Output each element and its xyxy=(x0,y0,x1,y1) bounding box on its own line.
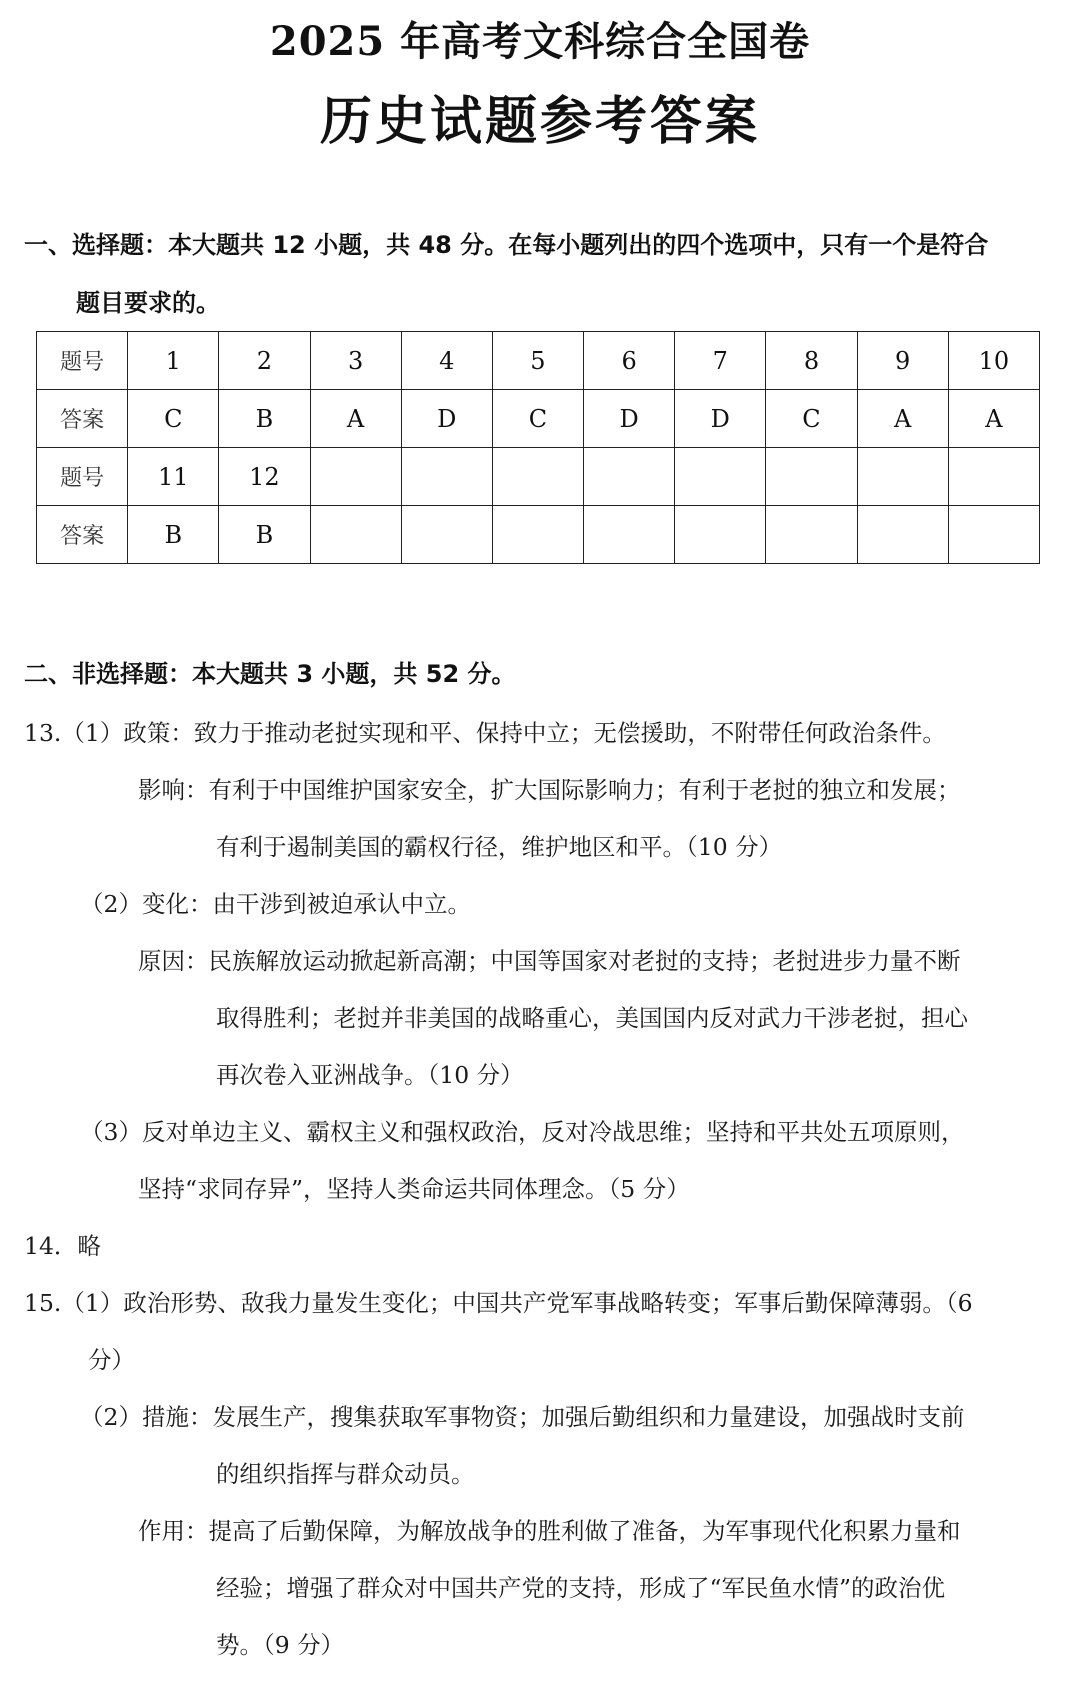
table-row xyxy=(37,332,1040,390)
table-cell xyxy=(584,448,675,506)
table-cell xyxy=(766,448,857,506)
q13-part2-line1: （2）变化：由干涉到被迫承认中立。 xyxy=(80,890,471,918)
table-row xyxy=(37,506,1040,564)
table-cell: 3 xyxy=(310,332,401,390)
section1-heading xyxy=(24,216,1064,332)
table-cell: D xyxy=(401,390,492,448)
q15-part2-line4: 经验；增强了群众对中国共产党的支持，形成了“军民鱼水情”的政治优 xyxy=(216,1574,946,1602)
q14-line1: 14．略 xyxy=(24,1232,101,1260)
q13-part2-line3: 取得胜利；老挝并非美国的战略重心，美国国内反对武力干涉老挝，担心 xyxy=(216,1004,968,1032)
table-cell: D xyxy=(584,390,675,448)
table-cell: 10 xyxy=(948,332,1039,390)
table-cell: 2 xyxy=(219,332,310,390)
table-cell xyxy=(857,448,948,506)
table-cell: 12 xyxy=(219,448,310,506)
table-cell xyxy=(401,506,492,564)
table-row-header-cell: 答案 xyxy=(37,390,128,448)
table-row xyxy=(37,390,1040,448)
table-row xyxy=(37,448,1040,506)
table-row-header-cell: 题号 xyxy=(37,332,128,390)
q13-part1-line3: 有利于遏制美国的霸权行径，维护地区和平。（10 分） xyxy=(216,833,783,861)
q13-part2-line2: 原因：民族解放运动掀起新高潮；中国等国家对老挝的支持；老挝进步力量不断 xyxy=(138,947,961,975)
q13-part3-line2: 坚持“求同存异”，坚持人类命运共同体理念。（5 分） xyxy=(138,1175,690,1203)
table-cell: 4 xyxy=(401,332,492,390)
q13-part1-line1: 13.（1）政策：致力于推动老挝实现和平、保持中立；无偿援助，不附带任何政治条件。 xyxy=(24,719,946,747)
table-cell xyxy=(310,448,401,506)
table-cell xyxy=(401,448,492,506)
q13-part3-line1: （3）反对单边主义、霸权主义和强权政治，反对冷战思维；坚持和平共处五项原则， xyxy=(80,1118,965,1146)
multiple-choice-answer-table xyxy=(36,331,1040,564)
table-row-header-cell: 题号 xyxy=(37,448,128,506)
table-cell xyxy=(310,506,401,564)
table-cell: D xyxy=(675,390,766,448)
table-cell: B xyxy=(219,390,310,448)
table-cell xyxy=(492,506,583,564)
table-cell: 9 xyxy=(857,332,948,390)
table-cell: B xyxy=(219,506,310,564)
table-cell: C xyxy=(492,390,583,448)
table-cell: 1 xyxy=(128,332,219,390)
exam-title: 2025 年高考文科综合全国卷 xyxy=(269,18,811,65)
q15-part1-line2: 分） xyxy=(88,1346,135,1374)
table-cell: A xyxy=(310,390,401,448)
table-cell: 7 xyxy=(675,332,766,390)
table-cell xyxy=(766,506,857,564)
table-row-header-cell: 答案 xyxy=(37,506,128,564)
section1-heading-line2: 题目要求的。 xyxy=(76,289,220,317)
q15-part1-line1: 15.（1）政治形势、敌我力量发生变化；中国共产党军事战略转变；军事后勤保障薄弱。（6 xyxy=(24,1289,973,1317)
table-cell: A xyxy=(948,390,1039,448)
table-cell xyxy=(492,448,583,506)
q13-part1-line2: 影响：有利于中国维护国家安全，扩大国际影响力；有利于老挝的独立和发展； xyxy=(138,776,961,804)
table-cell xyxy=(857,506,948,564)
table-cell xyxy=(948,506,1039,564)
q13-part2-line4: 再次卷入亚洲战争。（10 分） xyxy=(216,1061,524,1089)
table-cell: 6 xyxy=(584,332,675,390)
q15-part2-line1: （2）措施：发展生产，搜集获取军事物资；加强后勤组织和力量建设，加强战时支前 xyxy=(80,1403,965,1431)
table-cell: C xyxy=(128,390,219,448)
section1-heading-line1: 一、选择题：本大题共 12 小题，共 48 分。在每小题列出的四个选项中，只有一个是符合 xyxy=(24,231,989,259)
table-cell: 5 xyxy=(492,332,583,390)
q15-part2-line2: 的组织指挥与群众动员。 xyxy=(216,1460,475,1488)
table-cell: A xyxy=(857,390,948,448)
table-cell xyxy=(584,506,675,564)
table-cell: 8 xyxy=(766,332,857,390)
table-cell xyxy=(948,448,1039,506)
table-cell: B xyxy=(128,506,219,564)
table-cell: C xyxy=(766,390,857,448)
table-cell xyxy=(675,448,766,506)
answer-key-title: 历史试题参考答案 xyxy=(319,92,760,152)
q15-part2-line5: 势。（9 分） xyxy=(216,1631,345,1659)
table-cell xyxy=(675,506,766,564)
section2-heading: 二、非选择题：本大题共 3 小题，共 52 分。 xyxy=(24,660,516,688)
q15-part2-line3: 作用：提高了后勤保障，为解放战争的胜利做了准备，为军事现代化积累力量和 xyxy=(138,1517,961,1545)
table-cell: 11 xyxy=(128,448,219,506)
